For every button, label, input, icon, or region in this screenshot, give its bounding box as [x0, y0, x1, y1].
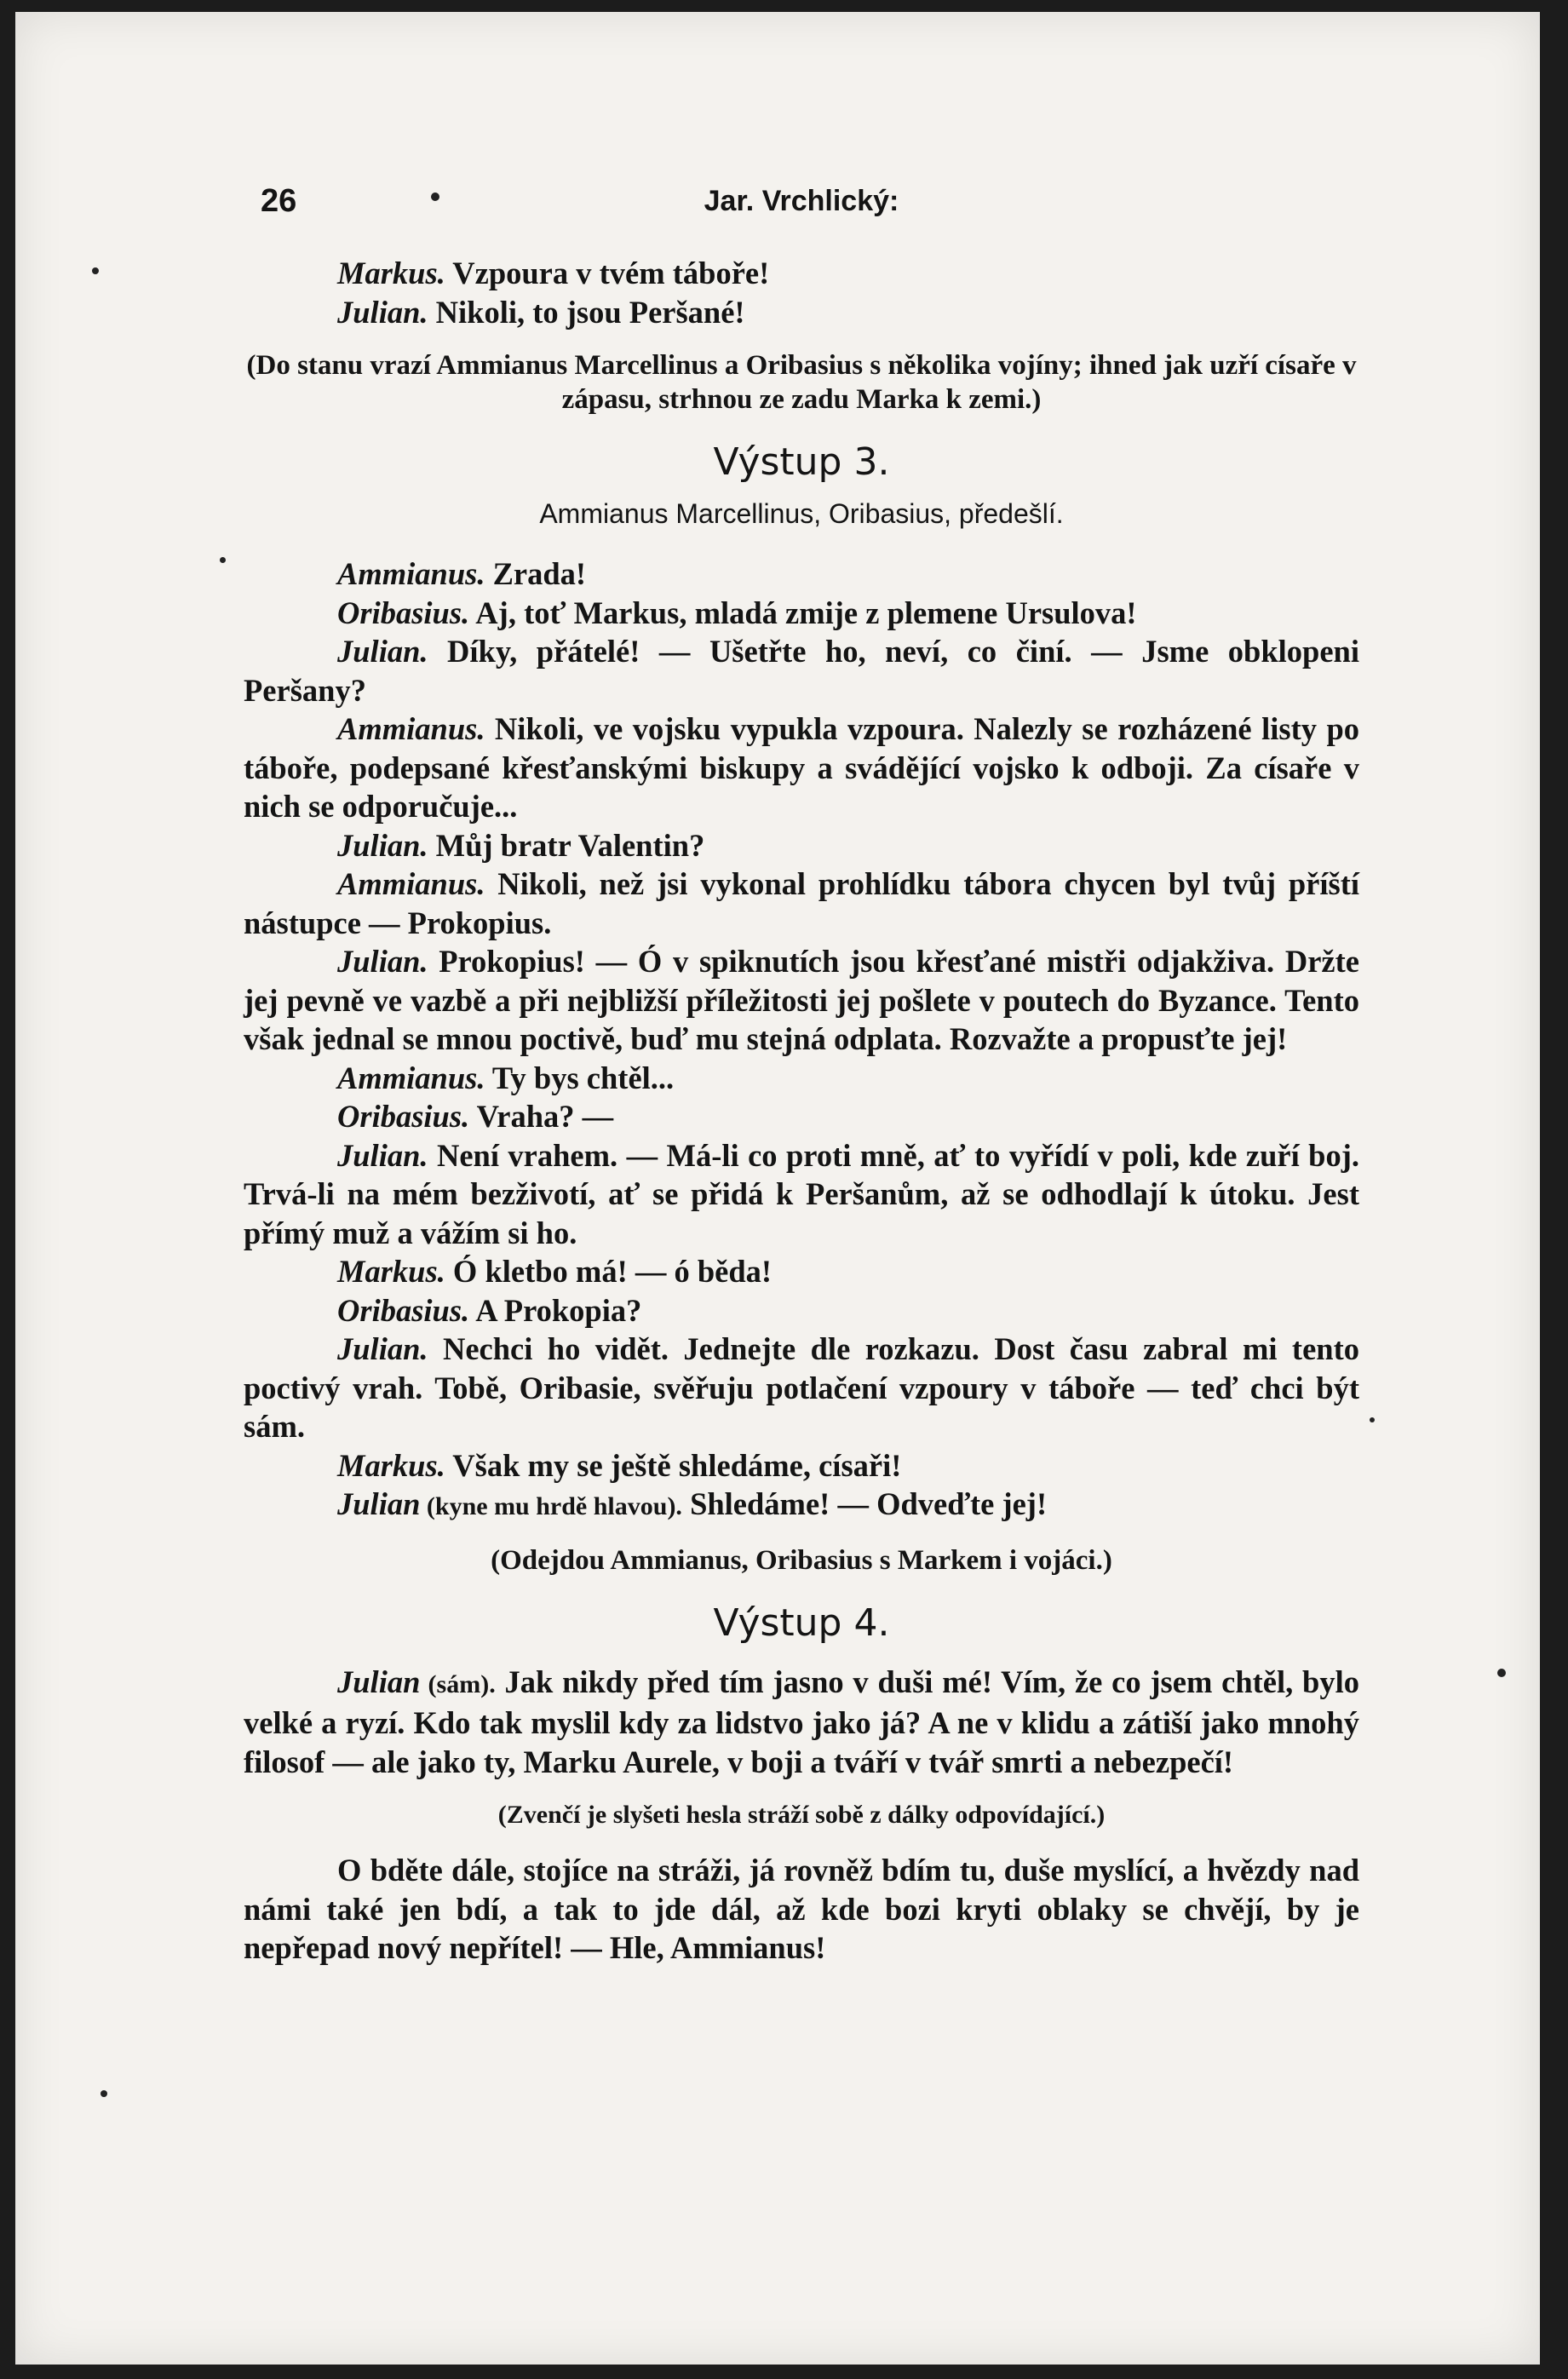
speech: Díky, přátelé! — Ušetřte ho, neví, co činí. — Jsme obklopeni Peršany?: [244, 634, 1359, 708]
dialogue-line: [244, 826, 1359, 865]
inline-stage-direction: (kyne mu hrdě hlavou).: [420, 1492, 682, 1520]
speaker: Julian: [337, 1486, 421, 1521]
speaker: Markus.: [337, 256, 445, 290]
dialogue-line: [244, 1252, 1359, 1291]
ink-speck: [101, 2090, 107, 2097]
speech: Ty bys chtěl...: [485, 1060, 675, 1095]
speaker: Ammianus.: [337, 1060, 485, 1095]
speaker: Julian.: [337, 634, 428, 669]
dialogue-line: [244, 293, 1359, 332]
dialogue-line: [244, 1097, 1359, 1136]
dialogue-line: [244, 1059, 1359, 1098]
speaker: Markus.: [337, 1447, 445, 1483]
dialogue-line: [244, 594, 1359, 633]
speech: Nikoli, to jsou Peršané!: [428, 294, 745, 330]
speaker: Oribasius.: [337, 1099, 470, 1134]
stage-direction: (Do stanu vrazí Ammianus Marcellinus a Oribasius s několika vojíny; ihned jak uzří císaře v zápasu, strhnou ze zadu Marka k zemi.): [246, 350, 1357, 415]
book-page: [15, 12, 1540, 2365]
dialogue-line: [244, 1136, 1359, 1253]
scene-title: Výstup 4.: [713, 1600, 890, 1645]
speech: Shledáme! — Odveďte jej!: [681, 1486, 1048, 1521]
speech: Vraha? —: [469, 1099, 614, 1134]
speech: Aj, toť Markus, mladá zmije z plemene Ursulova!: [469, 595, 1137, 630]
page-content: [244, 182, 1359, 1968]
speaker: Julian.: [337, 1331, 428, 1366]
ink-speck: [220, 557, 226, 563]
dialogue-line: [244, 710, 1359, 826]
speech: Zrada!: [485, 556, 587, 591]
speech: Nikoli, než jsi vykonal prohlídku tábora chycen byl tvůj příští nástupce — Prokopius.: [244, 866, 1359, 940]
speech: Není vrahem. — Má-li co proti mně, ať to vyřídí v poli, kde zuří boj. Trvá-li na mém bezživotí, ať se přidá k Peršanům, až se odhodlají k útoku. Jest přímý muž a vážím si ho.: [244, 1137, 1359, 1250]
page-header: [244, 182, 1359, 235]
speech: Vzpoura v tvém táboře!: [445, 256, 770, 290]
dialogue-line: [244, 1663, 1359, 1782]
dialogue-line: [244, 1485, 1359, 1526]
dialogue-line: [244, 632, 1359, 710]
dialogue-line: [244, 254, 1359, 293]
speech: Můj bratr Valentin?: [428, 827, 705, 863]
dialogue-line: [244, 555, 1359, 594]
speech: Ó kletbo má! — ó běda!: [445, 1254, 773, 1289]
speech: Jak nikdy před tím jasno v duši mé! Vím, že co jsem chtěl, bylo velké a ryzí. Kdo tak myslil kdy za lidstvo jako já? A ne v klidu a zátiší jako mnohý filosof — ale jako ty, Marku Aurele, v boji a tváří v tvář smrti a nebezpečí!: [244, 1664, 1359, 1779]
inline-stage-direction: (sám).: [420, 1669, 496, 1698]
ink-speck: [1370, 1417, 1375, 1422]
ink-speck: [92, 267, 99, 274]
speaker: Markus.: [337, 1254, 445, 1289]
stage-direction: (Odejdou Ammianus, Oribasius s Markem i vojáci.): [491, 1544, 1112, 1576]
scene-title: Výstup 3.: [713, 440, 890, 484]
speaker: Julian.: [337, 294, 428, 330]
speaker: Ammianus.: [337, 711, 485, 746]
speech: Nikoli, ve vojsku vypukla vzpoura. Nalezly se rozházené listy po táboře, podepsané křesťanskými biskupy a svádějící vojsko k odboji. Za císaře v nich se odporučuje...: [244, 711, 1359, 824]
speaker: Julian.: [337, 1137, 428, 1173]
speech: A Prokopia?: [469, 1292, 642, 1328]
speaker: Julian.: [337, 827, 428, 863]
speaker: Julian: [337, 1664, 421, 1699]
speech: Nechci ho vidět. Jednejte dle rozkazu. Dost času zabral mi tento poctivý vrah. Tobě, Oribasie, svěřuju potlačení vzpoury v táboře — teď chci být sám.: [244, 1331, 1359, 1444]
running-title: Jar. Vrchlický:: [704, 185, 899, 217]
monologue-paragraph: O bděte dále, stojíce na stráži, já rovněž bdím tu, duše myslící, a hvězdy nad námi také jen bdí, a tak to jde dál, až kde bozi kryti oblaky se chvějí, by je nepřepad nový nepřítel! — Hle, Ammianus!: [244, 1853, 1359, 1965]
dialogue-line: [244, 1446, 1359, 1485]
speaker: Julian.: [337, 944, 428, 979]
dialogue-line: [244, 1291, 1359, 1330]
dialogue-line: [244, 865, 1359, 942]
page-number: 26: [261, 183, 297, 219]
ink-speck: [1497, 1669, 1506, 1677]
speech: Prokopius! — Ó v spiknutích jsou křesťané mistři odjakživa. Držte jej pevně ve vazbě a při nejbližší příležitosti jej pošlete v poutech do Byzance. Tento však jednal se mnou poctivě, buď mu stejná odplata. Rozvažte a propusťte jej!: [244, 944, 1359, 1056]
speech: Však my se ještě shledáme, císaři!: [445, 1447, 902, 1483]
stage-direction: (Zvenčí je slyšeti hesla stráží sobě z dálky odpovídající.): [497, 1801, 1106, 1829]
dialogue-line: [244, 942, 1359, 1059]
speaker: Ammianus.: [337, 556, 485, 591]
speaker: Oribasius.: [337, 595, 470, 630]
speaker: Ammianus.: [337, 866, 485, 901]
scene-cast: Ammianus Marcellinus, Oribasius, předešlí.: [539, 498, 1064, 529]
speaker: Oribasius.: [337, 1292, 470, 1328]
dialogue-line: [244, 1330, 1359, 1446]
